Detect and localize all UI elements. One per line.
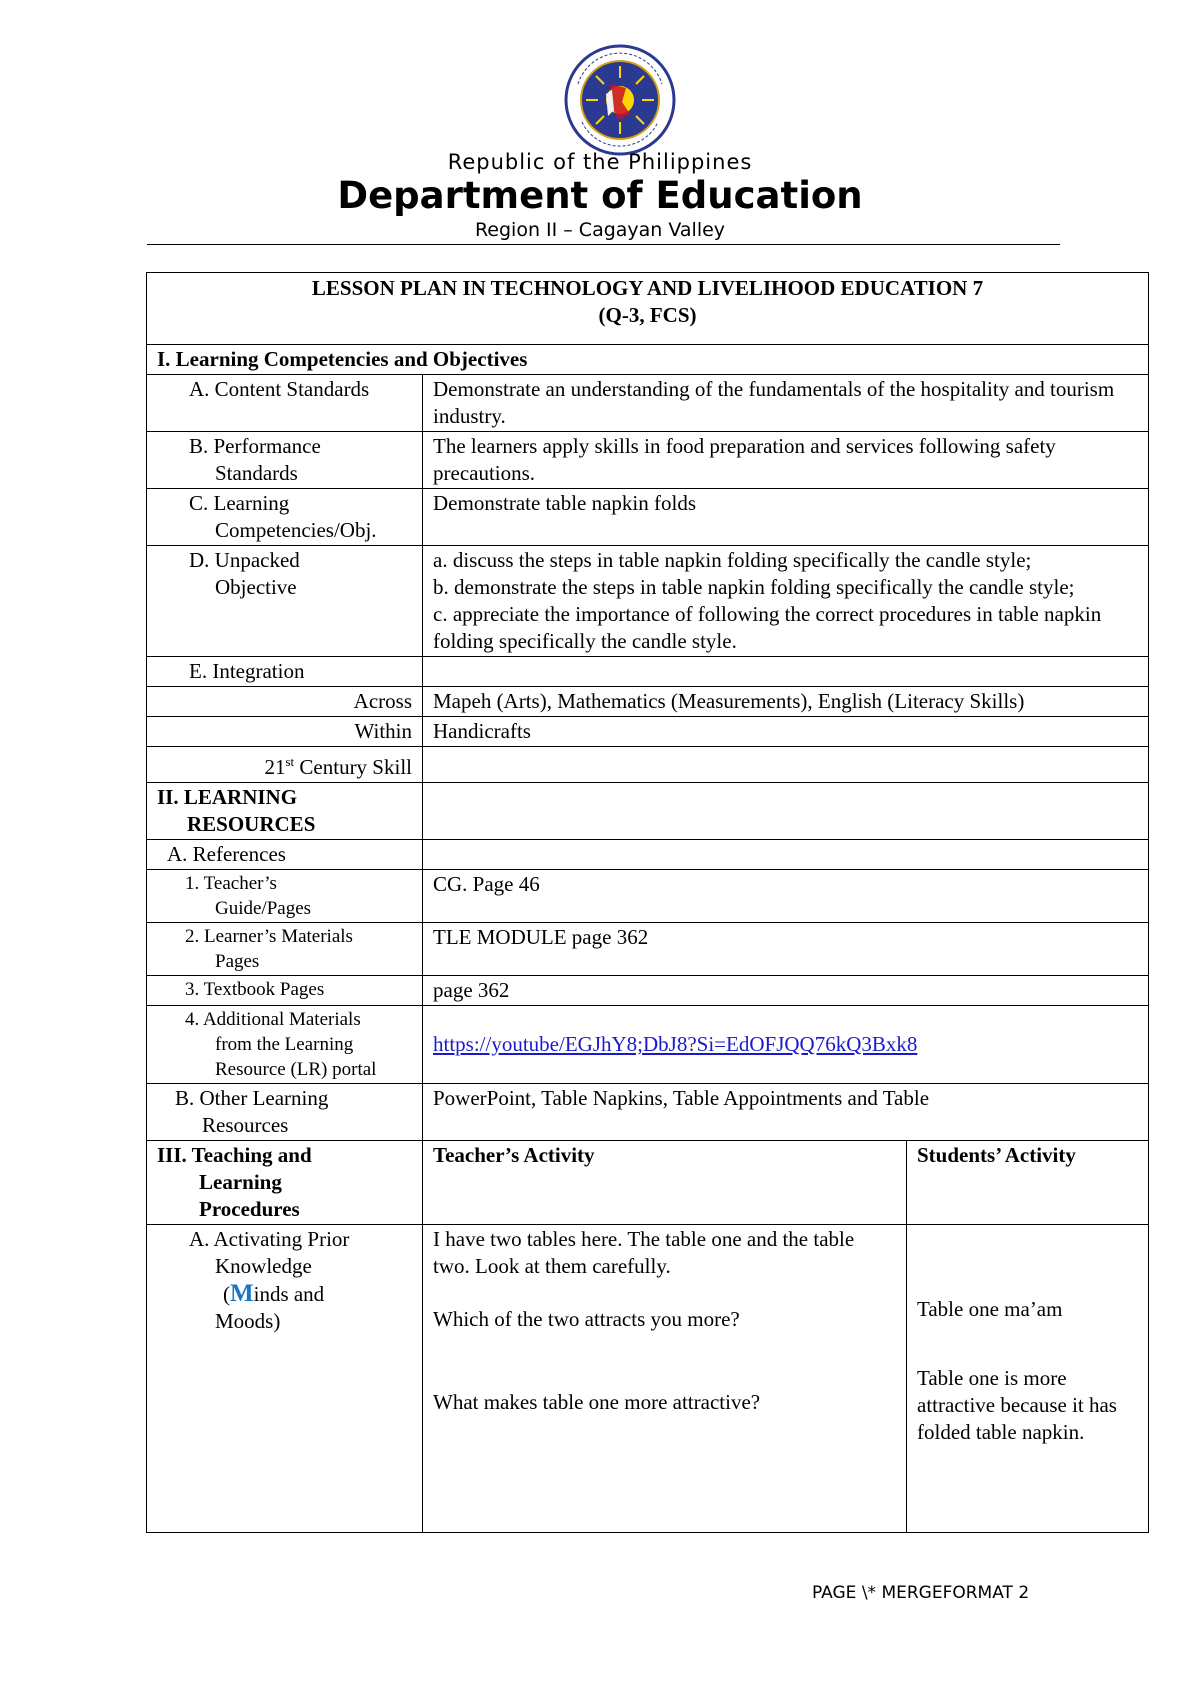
table-row	[147, 432, 1149, 489]
other-resources-label	[147, 1084, 423, 1141]
within-value: Handicrafts	[423, 717, 1149, 747]
section-3-heading	[147, 1141, 423, 1225]
label-line: Pages	[215, 951, 260, 972]
department-heading: Department of Education	[337, 174, 863, 217]
label-line: Learning	[199, 1170, 282, 1194]
label-line: RESOURCES	[187, 812, 316, 836]
table-row	[147, 870, 1149, 923]
section-2-heading	[147, 783, 423, 840]
other-resources-value: PowerPoint, Table Napkins, Table Appointments and Table	[423, 1084, 1149, 1141]
table-row	[147, 1084, 1149, 1141]
label-line: 4. Additional Materials	[185, 1009, 361, 1030]
century-number: 21	[264, 755, 286, 779]
content-standards-label: A. Content Standards	[147, 375, 423, 432]
teachers-guide-value: CG. Page 46	[423, 870, 1149, 923]
region-heading: Region II – Cagayan Valley	[474, 219, 726, 241]
teachers-guide-label	[147, 870, 423, 923]
section-2-row	[147, 783, 1149, 840]
table-row	[147, 717, 1149, 747]
highlight-letter: M	[230, 1280, 254, 1307]
label-line: from the Learning	[215, 1034, 354, 1055]
learning-competencies-value: Demonstrate table napkin folds	[423, 489, 1149, 546]
label-line: B. Performance	[189, 434, 321, 458]
label-line: 1. Teacher’s	[185, 873, 277, 894]
within-label: Within	[147, 717, 423, 747]
unpacked-objective-label	[147, 546, 423, 657]
student-activity-header: Students’ Activity	[907, 1141, 1149, 1225]
label-line: Procedures	[199, 1197, 300, 1221]
references-value	[423, 840, 1149, 870]
century-text: Century Skill	[294, 755, 412, 779]
objective-item: b. demonstrate the steps in table napkin folding specifically the candle style;	[433, 575, 1075, 599]
label-line: II. LEARNING	[157, 785, 298, 809]
activating-prior-knowledge-label	[147, 1225, 423, 1533]
references-label: A. References	[147, 840, 423, 870]
performance-standards-label	[147, 432, 423, 489]
additional-materials-value	[423, 1006, 1149, 1084]
content-standards-value: Demonstrate an understanding of the fundamentals of the hospitality and tourism industry.	[423, 375, 1149, 432]
republic-heading: Republic of the Philippines	[447, 150, 753, 174]
objective-item: a. discuss the steps in table napkin folding specifically the candle style;	[433, 548, 1032, 572]
label-line: III. Teaching and	[157, 1143, 312, 1167]
student-activity-cell	[907, 1225, 1149, 1533]
unpacked-objective-value	[423, 546, 1149, 657]
lesson-plan-title	[147, 273, 1149, 345]
youtube-link[interactable]: https://youtube/EGJhY8;DbJ8?Si=EdOFJQQ76kQ3Bxk8	[433, 1032, 918, 1056]
section-2-value	[423, 783, 1149, 840]
title-line-2: (Q-3, FCS)	[598, 303, 697, 327]
additional-materials-label	[147, 1006, 423, 1084]
objective-item: c. appreciate the importance of following the correct procedures in table napkin folding specifically the candle style.	[433, 602, 1102, 653]
label-text: inds and	[253, 1282, 325, 1306]
label-line: Resources	[202, 1113, 289, 1137]
integration-value	[423, 657, 1149, 687]
textbook-pages-value: page 362	[423, 976, 1149, 1006]
label-line: Objective	[215, 575, 297, 599]
table-row	[147, 840, 1149, 870]
across-value: Mapeh (Arts), Mathematics (Measurements), English (Literacy Skills)	[423, 687, 1149, 717]
teacher-activity-header: Teacher’s Activity	[423, 1141, 907, 1225]
integration-label: E. Integration	[147, 657, 423, 687]
label-line: Moods)	[215, 1309, 281, 1333]
learners-materials-label	[147, 923, 423, 976]
table-row	[147, 1225, 1149, 1533]
table-row	[147, 687, 1149, 717]
teacher-line: What makes table one more attractive?	[433, 1390, 761, 1414]
label-line: B. Other Learning	[175, 1086, 329, 1110]
table-row	[147, 747, 1149, 783]
label-line: 2. Learner’s Materials	[185, 926, 353, 947]
title-row	[147, 273, 1149, 345]
student-line: Table one is more attractive because it has folded table napkin.	[917, 1366, 1117, 1444]
label-line: D. Unpacked	[189, 548, 300, 572]
teacher-activity-cell	[423, 1225, 907, 1533]
table-row	[147, 923, 1149, 976]
learning-competencies-label	[147, 489, 423, 546]
label-line: Competencies/Obj.	[215, 518, 377, 542]
title-line-1: LESSON PLAN IN TECHNOLOGY AND LIVELIHOOD EDUCATION 7	[311, 276, 984, 300]
table-row	[147, 546, 1149, 657]
page-footer: PAGE \* MERGEFORMAT 2	[812, 1583, 1030, 1603]
table-row	[147, 1006, 1149, 1084]
header-divider	[147, 244, 1060, 245]
label-line: Guide/Pages	[215, 898, 312, 919]
century-skill-label	[147, 747, 423, 783]
label-line: Resource (LR) portal	[215, 1059, 377, 1080]
learners-materials-value: TLE MODULE page 362	[423, 923, 1149, 976]
performance-standards-value: The learners apply skills in food preparation and services following safety precautions.	[423, 432, 1149, 489]
table-row	[147, 489, 1149, 546]
table-row	[147, 976, 1149, 1006]
across-label: Across	[147, 687, 423, 717]
label-line: C. Learning	[189, 491, 290, 515]
century-suffix: st	[285, 754, 295, 769]
paren: (	[223, 1282, 230, 1306]
teacher-line: I have two tables here. The table one and the table two. Look at them carefully.	[433, 1227, 855, 1278]
textbook-pages-label: 3. Textbook Pages	[147, 976, 423, 1006]
label-line: Knowledge	[215, 1254, 312, 1278]
section-3-row	[147, 1141, 1149, 1225]
label-line: Standards	[215, 461, 298, 485]
lesson-plan-table	[146, 272, 1149, 1533]
deped-seal-logo	[564, 44, 676, 156]
table-row	[147, 375, 1149, 432]
section-1-row	[147, 345, 1149, 375]
student-line: Table one ma’am	[917, 1297, 1063, 1321]
teacher-line: Which of the two attracts you more?	[433, 1307, 740, 1331]
section-1-heading: I. Learning Competencies and Objectives	[147, 345, 1149, 375]
century-skill-value	[423, 747, 1149, 783]
table-row	[147, 657, 1149, 687]
label-line: A. Activating Prior	[189, 1227, 350, 1251]
label-line	[189, 1280, 412, 1308]
